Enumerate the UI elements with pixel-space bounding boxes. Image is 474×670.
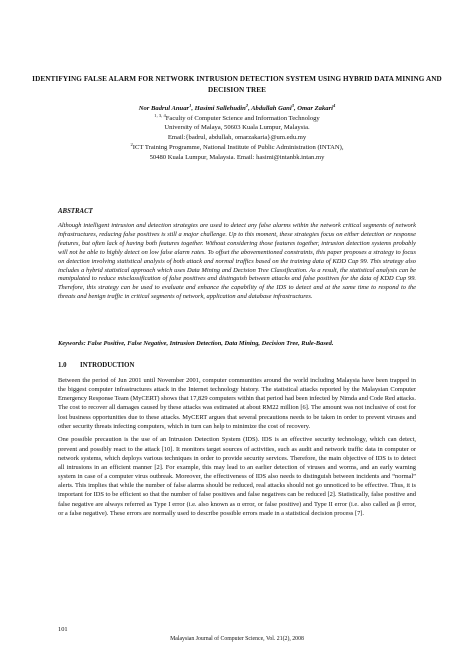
abstract-text: Although intelligent intrusion and detection strategies are used to detect any false alarms within the network critical segments of network infrastructures, reducing false positives is still a major challenge. Up to this moment, these strategies focus on either detection or response features, but often lack of having both features together. Without considering those features together, intrusion detection systems probably will not be able to highly detect on low false alarm rates. To offset the abovementioned constraints, this paper proposes a strategy to focus on detection involving statistical analysis of both attack and normal traffics based on the training data of KDD Cup 99. This strategy also includes a hybrid statistical approach which uses Data Mining and Decision Tree Classification. As a result, the statistical analysis can be manipulated to reduce misclassification of false positives and distinguish between attacks and false positives for the data of KDD Cup 99. Therefore, this strategy can be used to evaluate and enhance the capability of the IDS to detect and at the same time to respond to the threats and benign traffic in critical segments of network, application and database infrastructures.: [58, 222, 416, 301]
author-name: Hasimi Sallehudin: [194, 105, 246, 112]
author-name: Abdullah Gani: [251, 105, 292, 112]
affiliation-text: Faculty of Computer Science and Information Technology: [165, 114, 320, 122]
affiliation-text: ICT Training Programme, National Institute of Public Administration (INTAN),: [132, 143, 344, 151]
abstract-heading: ABSTRACT: [58, 208, 93, 215]
affiliation-line: [60, 114, 414, 124]
affiliation-email: 50480 Kuala Lumpur, Malaysia. Email: hasimi@intanbk.intan.my: [149, 153, 325, 161]
section-number: 1.0: [58, 362, 67, 369]
journal-footer: Malaysian Journal of Computer Science, Vol. 21(2), 2008: [170, 636, 304, 642]
author-name: Nor Badrul Anuar: [138, 105, 190, 112]
affiliation-line: University of Malaya, 50603 Kuala Lumpur, Malaysia.: [164, 124, 310, 132]
paper-title: IDENTIFYING FALSE ALARM FOR NETWORK INTRUSION DETECTION SYSTEM USING HYBRID DATA MINING AND DECISION TREE: [32, 75, 442, 94]
affiliation-email: Email:{badrul, abdullah, omarzakaria}@um.edu.my: [167, 134, 307, 142]
author-sup: 4: [332, 102, 336, 108]
author-sup: 1: [189, 102, 192, 108]
section-title: INTRODUCTION: [80, 362, 135, 369]
page-number: 101: [58, 626, 68, 633]
section-heading: [58, 362, 134, 369]
affiliation-sup: 2: [130, 141, 133, 147]
author-sup: 2: [245, 102, 249, 108]
author-separator: ,: [248, 105, 252, 112]
author-separator: ,: [293, 105, 298, 112]
author-block: [60, 104, 414, 162]
author-sup: 3: [291, 102, 294, 108]
affiliation-line: [60, 143, 414, 153]
author-separator: ,: [191, 105, 195, 112]
introduction-body: [58, 376, 416, 522]
author-name: Omar Zakari: [297, 105, 333, 112]
affiliation-sup: 1, 3, 4: [154, 112, 166, 118]
keywords: Keywords: False Positive, False Negative, Intrusion Detection, Data Mining, Decision Tree, Rule-Based.: [58, 340, 334, 347]
body-paragraph: One possible precaution is the use of an Intrusion Detection System (IDS). IDS is an effective security technology, which can detect, prevent and possibly react to the attack [10]. It monitors target sources of activities, such as audit and network traffic data in computer or network systems, which deploys various techniques in order to provide security services. Therefore, the main objective of IDS is to detect all intrusions in an efficient manner [2]. For example, this may lead to an earlier detection of viruses and worms, and an early warning system in case of a computer virus outbreak. Moreover, the effectiveness of IDS also needs to distinguish between incidents and “normal” alerts. This implies that while the number of false alarms should be reduced, real attacks should not go unnoticed to be effective. Thus, it is important for IDS to be efficient so that the number of false positives and false negatives can be reduced [2]. Statistically, false positive and false negative are always referred as Type I error (i.e. also known as α error, or false positive) and Type II error (i.e. also called as β error, or a false negative). These errors are normally used to describe possible errors made in a statistical decision process [7].: [58, 436, 416, 517]
body-paragraph: Between the period of Jun 2001 until November 2001, computer communities around the world including Malaysia have been trapped in the biggest computer infrastructures attack in the Internet technology history. The statistical attacks reported by the Malaysian Computer Emergency Response Team (MyCERT) shows that 17,829 computers within that period had been infected by Nimda and Code Red attacks. The cost to recover all damages caused by these attacks was estimated at about RM22 million [6]. The amount was not inclusive of cost for lost business opportunities due to these attacks. MyCERT argues that several precautions needs to be taken in order to prevent viruses and other security threats infecting computers, which in turn can help to minimize the cost of recovery.: [58, 377, 416, 430]
author-names: [60, 104, 414, 114]
